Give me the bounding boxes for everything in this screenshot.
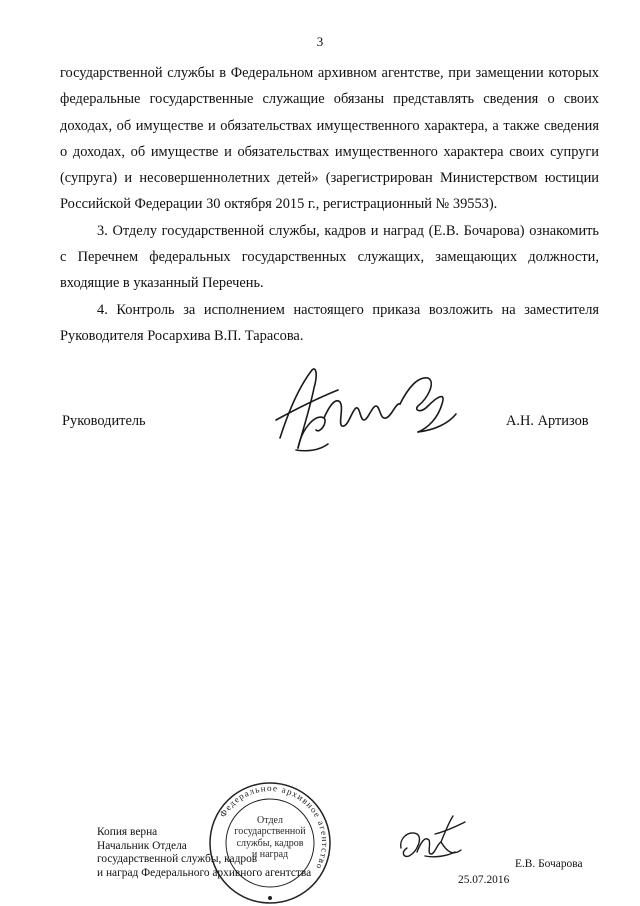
signatory-name: А.Н. Артизов (506, 413, 589, 429)
page-number: 3 (316, 34, 324, 49)
signatory-role: Руководитель (62, 413, 146, 429)
paragraph-continuation: государственной службы в Федеральном архивном агентстве, при замещении которых федеральные государственные служащие обязаны представлять сведения о своих доходах, об имуществе и обязательствах имущественного характера, а также сведения о доходах, об имуществе и обязательствах имущественного характера своих супруги (супруга) и несовершеннолетних детей» (зарегистрирован Министерством юстиции Российской Федерации 30 октября 2015 г., регистрационный № 39553). (60, 65, 599, 213)
stamp-line: Отдел (257, 815, 283, 826)
copy-line: Начальник Отдела (97, 839, 187, 852)
stamp-line: государственной (234, 826, 306, 838)
certifier-signature (395, 812, 469, 868)
director-signature (268, 358, 464, 460)
copy-line: государственной службы, кадров (97, 853, 258, 866)
stamp-line: службы, кадров (236, 837, 304, 849)
copy-line: и наград Федерального архивного агентства (97, 866, 312, 879)
certifier-name: Е.В. Бочарова (515, 858, 583, 870)
copy-line: Копия верна (97, 826, 158, 838)
svg-text:Федеральное архивное агентство: Федеральное архивное агентство (217, 782, 331, 872)
paragraph-item-4: 4. Контроль за исполнением настоящего приказа возложить на заместителя Руководителя Росархива В.П. Тарасова. (60, 301, 599, 344)
paragraph-item-3: 3. Отделу государственной службы, кадров и наград (Е.В. Бочарова) ознакомить с Перечнем федеральных государственных служащих, замещающих должности, входящие в указанный Перечень. (60, 222, 599, 292)
certification-date: 25.07.2016 (458, 874, 510, 886)
stamp-line: и наград (251, 849, 289, 861)
copy-certification-block (97, 826, 311, 880)
document-body (60, 60, 599, 349)
